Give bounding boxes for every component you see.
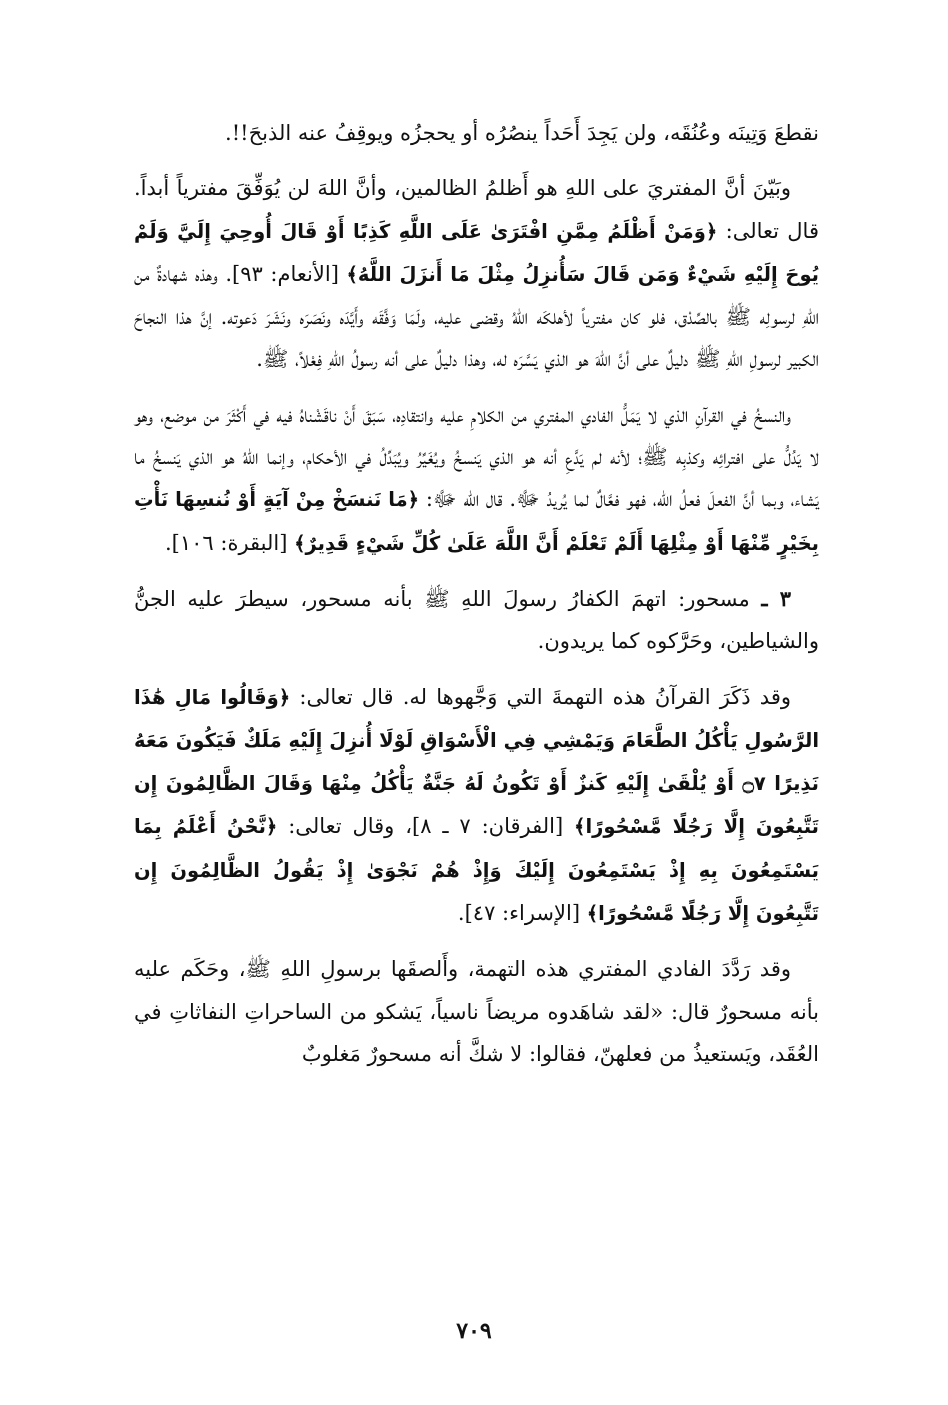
text-segment: [البقرة: ١٠٦]. <box>164 530 295 555</box>
text-segment: وقد ذَكَرَ القرآنُ هذه التهمةَ التي وَجَّهوها له. قال تعالى: <box>290 684 792 709</box>
text-segment: والنسخُ في القرآنِ الذي لا يَمَلُّ الفادي المفتري من الكلامِ عليه وانتقادِه، سَبَقَ أَنْ ناقَشْناهُ فيه في أَكْثَرَ من موضع، وهو لا يَدُلُّ على افترائِه وكذبِه ﷺ؛ لأنه لم يَدَّعِ أنه هو الذي يَنسخُ ويُغَيِّرُ ويُبَدِّلُ في الأحكام، وإنما اللهُ هو الذي يَنسخُ ما يَشاء، وبما أنَّ الفعلَ فعلُ الله، فهو فعَّالٌ لما يُريدُ ﷻ. قال الله ﷻ: <box>134 402 819 512</box>
text-segment: [الأنعام: ٩٣]. وهذه شهادةٌ من اللهِ لرسولِه ﷺ بالصِّدْق، فلو كان مفترياً لأهلكَه اللهُ وقضى عليه، ولَمَا وَفَّقَه وأَيَّدَه ونَصَرَه ونَشَرَ دَعوته. إنَّ هذا النجاحَ الكبير لرسولِ اللهِ ﷺ دليلٌ على أنَّ اللهَ هو الذي يَسَّرَه له، وهذا دليلٌ على أنه رسولُ اللهِ فِعْلاً، ﷺ. <box>134 261 819 372</box>
quran-verse: ﴿مَا نَنسَخْ مِنْ آيَةٍ أَوْ نُنسِهَا نَأْتِ بِخَيْرٍ مِّنْهَا أَوْ مِثْلِهَا أَلَمْ تَعْلَمْ أَنَّ اللَّهَ عَلَىٰ كُلِّ شَيْءٍ قَدِيرٌ﴾ <box>134 488 819 555</box>
quran-verse: ﴿وَمَنْ أَظْلَمُ مِمَّنِ افْتَرَىٰ عَلَى اللَّهِ كَذِبًا أَوْ قَالَ أُوحِيَ إِلَيَّ وَلَمْ يُوحَ إِلَيْهِ شَيْءٌ وَمَن قَالَ سَأُنزِلُ مِثْلَ مَا أَنزَلَ اللَّهُ﴾ <box>134 219 819 286</box>
text-segment: مسحور: اتهمَ الكفارُ رسولَ اللهِ ﷺ بأنه مسحور، سيطرَ عليه الجنُّ والشياطين، وحَرَّكوه كما يريدون. <box>134 586 819 654</box>
paragraph-4 <box>134 578 819 663</box>
text-segment: [الإسراء: ٤٧]. <box>457 901 587 926</box>
page-number: ٧٠٩ <box>456 1318 492 1344</box>
section-number: ٣ ـ <box>761 585 792 611</box>
text-segment: وقد رَدَّدَ الفادي المفتري هذه التهمة، وأَلصقَها برسولِ اللهِ ﷺ، وحَكَم عليه بأنه مسحورٌ قال: «لقد شاهَدوه مريضاً ناسياً، يَشكو من الساحراتِ النفاثاتِ في العُقَد، ويَستعيذُ من فعلهنّ، فقالوا: لا شكَّ أنه مسحورٌ مَغلوبٌ <box>134 957 819 1066</box>
text-segment: وبَيّنَ أنَّ المفتريَ على اللهِ هو أَظلمُ الظالمين، وأنَّ اللهَ لن يُوَفِّقَ مفترياً أبداً. قال تعالى: <box>134 176 819 243</box>
paragraph-2 <box>134 167 819 380</box>
quran-verse: ﴿وَقَالُوا مَالِ هَٰذَا الرَّسُولِ يَأْكُلُ الطَّعَامَ وَيَمْشِي فِي الْأَسْوَاقِ لَوْلَا أُنزِلَ إِلَيْهِ مَلَكٌ فَيَكُونَ مَعَهُ نَذِيرًا ۝٧ أَوْ يُلْقَىٰ إِلَيْهِ كَنزٌ أَوْ تَكُونُ لَهُ جَنَّةٌ يَأْكُلُ مِنْهَا وَقَالَ الظَّالِمُونَ إِن تَتَّبِعُونَ إِلَّا رَجُلًا مَّسْحُورًا﴾ <box>134 685 820 839</box>
paragraph-5 <box>134 676 819 936</box>
quran-verse: ﴿نَّحْنُ أَعْلَمُ بِمَا يَسْتَمِعُونَ بِهِ إِذْ يَسْتَمِعُونَ إِلَيْكَ وَإِذْ هُمْ نَجْوَىٰ إِذْ يَقُولُ الظَّالِمُونَ إِن تَتَّبِعُونَ إِلَّا رَجُلًا مَّسْحُورًا﴾ <box>134 815 819 926</box>
paragraph-1 <box>134 112 819 154</box>
text-segment: نقطعَ وَتِينَه وعُنُقَه، ولن يَجِدَ أَحَداً ينصُرُه أو يحجزُه ويوقِفُ عنه الذبحَ!!. <box>225 121 819 145</box>
paragraph-6 <box>134 948 819 1075</box>
text-segment: [الفرقان: ٧ ـ ٨]، وقال تعالى: <box>277 814 575 839</box>
page-body <box>134 112 819 1075</box>
paragraph-3 <box>134 394 819 565</box>
